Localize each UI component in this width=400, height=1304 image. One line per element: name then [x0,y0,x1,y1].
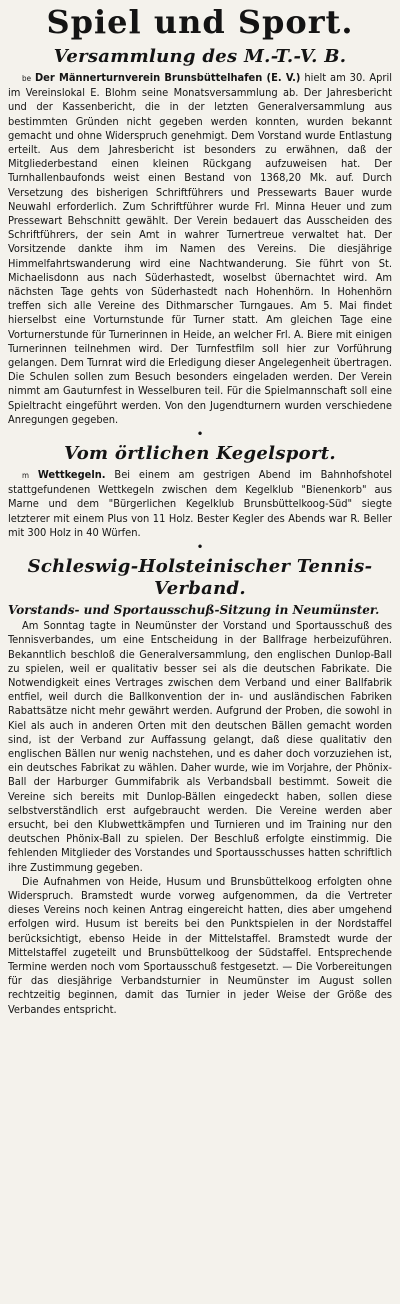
article-paragraph [8,71,392,427]
article-subheading: Vorstands- und Sportausschuß-Sitzung in Neumünster. [8,603,380,618]
article-heading: Versammlung des M.-T.-V. B. [53,46,347,67]
separator-dot: • [196,540,204,555]
paragraph-text: hielt am 30. April im Vereinslokal E. Blohm seine Monatsversammlung ab. Der Jahresbericht und der Kassenbericht, die in der letzten Generalversammlung aus bestimmten Gründen nicht gegeben werden konnten, wurden bekannt gemacht und ohne Widerspruch genehmigt. Dem Vorstand wurde Entlastung erteilt. Aus dem Jahresbericht ist besonders zu erwähnen, daß der Mitgliederbestand einen kleinen Rückgang aufzuweisen hat. Der Turnhallenbaufonds weist einen Bestand von 1368,20 Mk. auf. Durch Versetzung des bisherigen Schriftführers und Pressewarts Bauer wurde Neuwahl erforderlich. Zum Schriftführer wurde Frl. Minna Heuer und zum Pressewart Behschnitt gewählt. Der Verein bedauert das Ausscheiden des Schriftführers, der sein Amt in wahrer Turnertreue verwaltet hat. Der Vorsitzende dankte ihm im Namen des Vereins. Die diesjährige Himmelfahrtswanderung wird eine Nachtwanderung. Sie führt von St. Michaelisdonn aus nach Süderhastedt, woselbst übernachtet wird. Am nächsten Tage gehts von Süderhastedt nach Hohenhörn. In Hohenhörn treffen sich alle Vereine des Dithmarscher Turngaues. Am 5. Mai findet hierselbst eine Vorturnstunde für Turner statt. Am gleichen Tage eine Vorturnerstunde für Turnerinnen in Heide, an welcher Frl. A. Biere mit einigen Turnerinnen teilnehmen wird. Der Turnfestfilm soll hier zur Vorführung gelangen. Dem Turnrat wird die Erledigung dieser Angelegenheit übertragen. Die Schulen sollen zum Besuch besonders eingeladen werden. Der Verein nimmt am Gauturnfest in Wesselburen teil. Für die Spielmannschaft soll eine Spieltracht eingeführt werden. Von den Jugendturnern wurden verschiedene Anregungen gegeben. [8,71,392,426]
separator-dot: • [196,427,204,442]
article-paragraph: Die Aufnahmen von Heide, Husum und Brunsbüttelkoog erfolgten ohne Widerspruch. Bramstedt wurde vorweg aufgenommen, da die Vertreter dieses Vereins noch keinen Antrag eingereicht hatten, dies aber umgehend erfolgen wird. Husum ist bereits bei den Punktspielen in der Nordstaffel berücksichtigt, ebenso Heide in der Mittelstaffel. Bramstedt wurde der Mittelstaffel zugeteilt und Brunsbüttelkoog der Südstaffel. Entsprechende Termine werden noch vom Sportausschuß festgesetzt. — Die Vorbereitungen für das diesjährige Verbandsturnier in Neumünster im August sollen rechtzeitig beginnen, damit das Turnier in jeder Weise der Größe des Verbandes entspricht. [8,874,392,1016]
article-paragraph [8,468,392,540]
article-paragraph: Am Sonntag tagte in Neumünster der Vorstand und Sportausschuß des Tennisverbandes, um eine Entscheidung in der Ballfrage herbeizuführen. Bekanntlich beschloß die Generalversammlung, den englischen Dunlop-Ball zu spielen, weil er qualitativ besser sei als die deutschen Fabrikate. Die Notwendigkeit eines Vertrages zwischen dem Verband und einer Ballfabrik entfiel, weil durch die Ballkonvention der in- und ausländischen Fabriken Rabattsätze nicht mehr gewährt werden. Aufgrund der Proben, die sowohl in Kiel als auch in anderen Orten mit den deutschen Bällen gemacht worden sind, ist der Verband zur Auffassung gelangt, daß diese qualitativ den englischen Bällen nur wenig nachstehen, und es daher doch vorzuziehen ist, ein deutsches Fabrikat zu wählen. Daher wurde, wie im Vorjahre, der Phönix-Ball der Harburger Gummifabrik als Verbandsball bestimmt. Soweit die Vereine sich bereits mit Dunlop-Bällen eingedeckt haben, sollen diese selbstverständlich erst aufgebraucht werden. Die Vereine werden aber ersucht, bei den Klubwettkämpfen und Turnieren und im Training nur den deutschen Phönix-Ball zu spielen. Der Beschluß erfolgte einstimmig. Die fehlenden Mitglieder des Vorstandes und Sportausschusses hatten schriftlich ihre Zustimmung gegeben. [8,619,392,874]
section-masthead: Spiel und Sport. [46,3,354,41]
paragraph-text: Bei einem am gestrigen Abend im Bahnhofshotel stattgefundenen Wettkegeln zwischen dem Kegelklub "Bienenkorb" aus Marne und dem "Bürgerlichen Kegelklub Brunsbüttelkoog-Süd" siegte letzterer mit einem Plus von 11 Holz. Bester Kegler des Abends war R. Beller mit 300 Holz in 40 Würfen. [8,468,392,539]
newspaper-column [0,2,400,1304]
article-heading: Vom örtlichen Kegelsport. [64,443,336,465]
author-mark: be [22,74,31,83]
lead-in: Der Männerturnverein Brunsbüttelhafen (E. V.) [34,71,301,84]
article-turnverein [8,46,392,427]
author-mark: m [22,471,30,481]
lead-in: Wettkegeln. [37,468,106,482]
article-kegelsport [8,443,392,540]
article-tennis [8,556,392,1017]
article-heading: Schleswig-Holsteinischer Tennis-Verband. [27,556,373,600]
